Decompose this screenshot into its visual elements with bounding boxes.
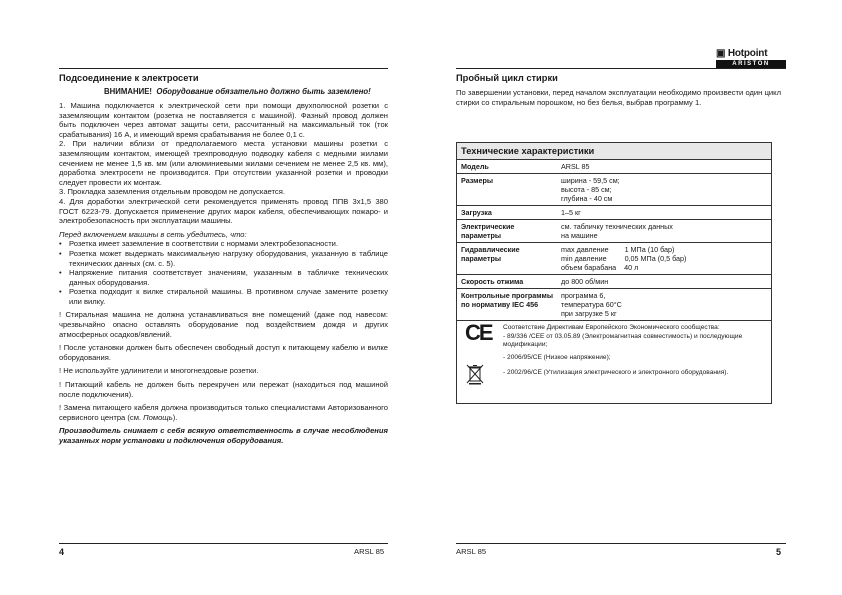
table-row: Гидравлические параметры max давление 1 МПа (10 бар) min давление 0,05 МПа (0,5 бар) объем барабана 40 л xyxy=(457,243,771,275)
para-3: 3. Прокладка заземления отдельным проводом не допускается. xyxy=(59,187,285,197)
brand-name: ▣ Hotpoint xyxy=(716,48,768,59)
left-bottom-rule xyxy=(59,543,388,544)
liability-note: Производитель снимает с себя всякую ответственность в случае несоблюдения указанных норм установки и подключения оборудования. xyxy=(59,426,388,445)
bullet-2: • Розетка может выдержать максимальную нагрузку оборудования, указанную в таблице технических данных (см. с. 5). xyxy=(59,249,388,268)
right-section-title: Пробный цикл стирки xyxy=(456,73,558,83)
table-row: Контрольные программы по нормативу IEC 456 программа 6, температура 60°С при загрузке 5 кг xyxy=(457,289,771,321)
note-4: ! Питающий кабель не должен быть перекручен или пережат (находиться под машиной после подключения). xyxy=(59,380,388,399)
table-row: Скорость отжима до 800 об/мин xyxy=(457,275,771,289)
crossed-bin-icon xyxy=(465,363,485,385)
page-number-right: 5 xyxy=(776,547,782,557)
table-row: Загрузка 1–5 кг xyxy=(457,206,771,220)
bullet-1: • Розетка имеет заземление в соответствии с нормами электробезопасности. xyxy=(59,239,388,249)
table-row: Модель ARSL 85 xyxy=(461,162,590,171)
para-1: 1. Машина подключается к электрической сети при помощи двухполюсной розетки с заземляющим контактом (розетка не поставляется с машиной). Фазный провод должен быть подключен через автомат защиты сети, рассчитанный на максимальный ток (ток срабатывания) 16 А, и имеющий время срабатывания не более 0,1 с. xyxy=(59,101,388,139)
left-section-title: Подсоединение к электросети xyxy=(59,73,199,83)
trial-intro: По завершении установки, перед началом эксплуатации необходимо произвести один цикл стирки со стиральным порошком, но без белья, выбрав программу 1. xyxy=(456,88,781,107)
page-number-left: 4 xyxy=(59,547,65,557)
spec-title: Технические характеристики xyxy=(457,143,771,160)
table-row: Размеры ширина - 59,5 см; высота - 85 см; глубина - 40 см xyxy=(457,174,771,206)
note-2: ! После установки должен быть обеспечен свободный доступ к питающему кабелю и вилке оборудования. xyxy=(59,343,388,362)
right-top-rule xyxy=(456,68,786,69)
note-3: ! Не используйте удлинители и многогнездовые розетки. xyxy=(59,366,259,376)
para-4: 4. Для доработки электрической сети рекомендуется применять провод ППВ 3х1,5 380 ГОСТ 6223-79. Допускается применение других марок кабеля, обеспечивающих пожаро- и электробезопасность при эксплуатации машины. xyxy=(59,196,388,226)
bullet-3: • Напряжение питания соответствует значениям, указанным в табличке технических данных оборудования. xyxy=(59,268,388,287)
spec-table xyxy=(456,142,772,404)
left-column xyxy=(59,101,388,446)
ce-mark-icon: CE xyxy=(465,320,492,345)
warning-text: Оборудование обязательно должно быть заземлено! xyxy=(156,87,371,96)
brand-logo xyxy=(716,48,786,68)
warning-label: ВНИМАНИЕ! xyxy=(104,87,153,96)
brand-sub: ARISTON xyxy=(716,60,786,68)
check-intro: Перед включением машины в сеть убедитесь, что: xyxy=(59,229,247,239)
note-5: ! Замена питающего кабеля должна производиться только специалистами Авторизованного сервисного центра (см. Помощь). xyxy=(59,403,388,422)
compliance-text: Соответствие Директивам Европейского Экономического сообщества: - 89/336 /CEE от 03.05.89 (Электромагнитная совместимость) и последующие модификации; - 2006/95/CE (Низкое напряжение); - 2002/96/CE (Утилизация электрического и электронного оборудования). xyxy=(503,324,743,377)
spec-rows xyxy=(457,160,771,320)
table-row: Электрические параметры см. табличку технических данных на машине xyxy=(457,220,771,243)
compliance-area xyxy=(457,320,771,403)
warning-line xyxy=(104,87,371,96)
left-top-rule xyxy=(59,68,388,69)
model-footer-right: ARSL 85 xyxy=(456,547,487,556)
bullet-4: • Розетка подходит к вилке стиральной машины. В противном случае замените розетку или вилку. xyxy=(59,287,388,306)
right-bottom-rule xyxy=(456,543,786,544)
note-1: ! Стиральная машина не должна устанавливаться вне помещений (даже под навесом: чрезвычайно опасно оставлять оборудование под воздействием дождя и других атмосферных осадков/явлений. xyxy=(59,310,388,339)
para-2: 2. При наличии вблизи от предполагаемого места установки машины розетки с заземляющим контактом, имеющей трехпроводную подводку кабеля с медными жилами сечением не менее 1,5 кв. мм (или алюминиевыми жилами сечением не менее 2,5 кв. мм), доработка электросети не производится. При отсутствии указанной розетки и проводки следует провести их монтаж. xyxy=(59,139,388,187)
model-footer-left: ARSL 85 xyxy=(354,547,385,556)
